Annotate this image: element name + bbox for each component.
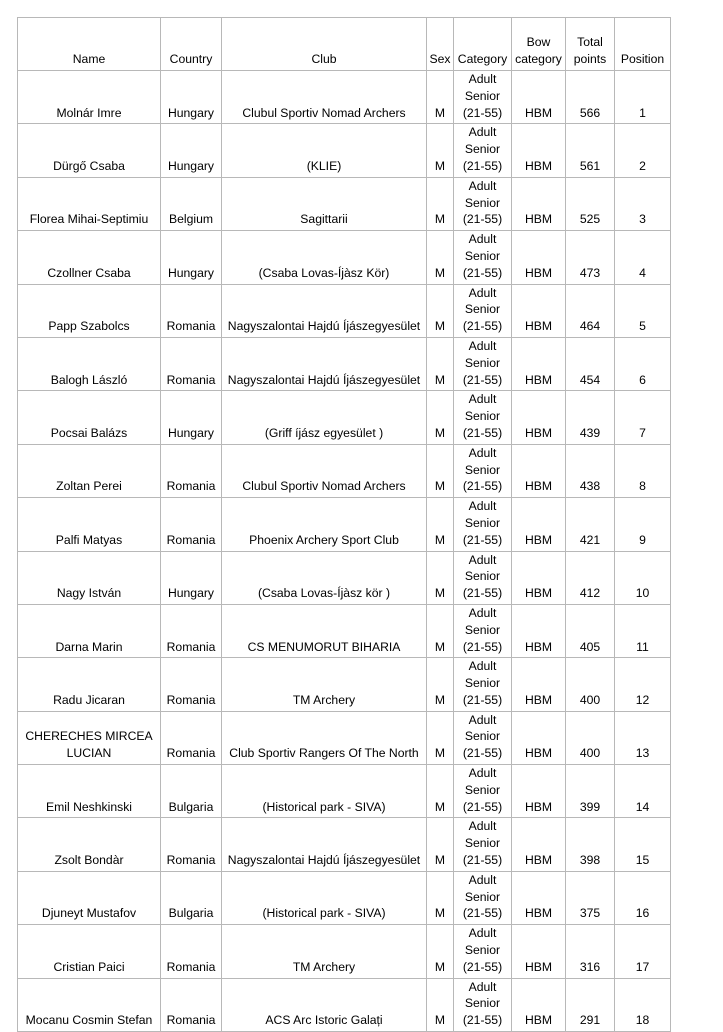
name-cell: Nagy István	[18, 551, 161, 604]
club-cell: (Csaba Lovas-Íjàsz Kör)	[222, 231, 427, 284]
sex-cell: M	[427, 818, 454, 871]
bow-category-cell: HBM	[512, 71, 566, 124]
country-cell: Romania	[161, 818, 222, 871]
header-name: Name	[18, 18, 161, 71]
country-cell: Romania	[161, 711, 222, 764]
total-points-cell: 561	[566, 124, 615, 177]
category-cell	[454, 925, 512, 978]
sex-cell: M	[427, 337, 454, 390]
club-cell: Sagittarii	[222, 177, 427, 230]
total-points-cell: 438	[566, 444, 615, 497]
category-line3: (21-55)	[462, 639, 503, 654]
country-cell: Hungary	[161, 551, 222, 604]
position-cell: 7	[615, 391, 671, 444]
bow-category-cell: HBM	[512, 604, 566, 657]
club-cell: Club Sportiv Rangers Of The North	[222, 711, 427, 764]
category-line1: Adult	[468, 232, 497, 247]
category-line1: Adult	[468, 712, 497, 727]
country-cell: Romania	[161, 978, 222, 1031]
position-cell: 11	[615, 604, 671, 657]
position-cell: 13	[615, 711, 671, 764]
total-points-cell: 454	[566, 337, 615, 390]
total-points-cell: 439	[566, 391, 615, 444]
total-points-cell: 399	[566, 765, 615, 818]
total-points-cell: 316	[566, 925, 615, 978]
name-cell: Mocanu Cosmin Stefan	[18, 978, 161, 1031]
category-line3: (21-55)	[462, 158, 503, 173]
table-row	[18, 391, 671, 444]
sex-cell: M	[427, 765, 454, 818]
bow-category-cell: HBM	[512, 337, 566, 390]
category-cell	[454, 818, 512, 871]
table-row	[18, 124, 671, 177]
position-cell: 3	[615, 177, 671, 230]
sex-cell: M	[427, 658, 454, 711]
category-cell	[454, 604, 512, 657]
club-cell: Clubul Sportiv Nomad Archers	[222, 444, 427, 497]
category-cell	[454, 177, 512, 230]
category-cell	[454, 765, 512, 818]
header-category: Category	[454, 18, 512, 71]
position-cell: 4	[615, 231, 671, 284]
category-cell	[454, 871, 512, 924]
table-row	[18, 604, 671, 657]
country-cell: Hungary	[161, 231, 222, 284]
name-cell: Florea Mihai-Septimiu	[18, 177, 161, 230]
header-bow-category	[512, 18, 566, 71]
category-line3: (21-55)	[462, 692, 503, 707]
country-cell: Romania	[161, 604, 222, 657]
category-line2: Senior	[464, 836, 501, 851]
category-cell	[454, 124, 512, 177]
category-line1: Adult	[468, 499, 497, 514]
category-line3: (21-55)	[462, 746, 503, 761]
category-line3: (21-55)	[462, 586, 503, 601]
name-cell: Czollner Csaba	[18, 231, 161, 284]
sex-cell: M	[427, 711, 454, 764]
category-cell	[454, 658, 512, 711]
position-cell: 2	[615, 124, 671, 177]
total-points-cell: 405	[566, 604, 615, 657]
bow-category-cell: HBM	[512, 978, 566, 1031]
table-body	[18, 71, 671, 1032]
sex-cell: M	[427, 124, 454, 177]
total-points-cell: 473	[566, 231, 615, 284]
category-line3: (21-55)	[462, 372, 503, 387]
category-line3: (21-55)	[462, 1013, 503, 1028]
bow-category-cell: HBM	[512, 498, 566, 551]
table-row	[18, 711, 671, 764]
category-line3: (21-55)	[462, 479, 503, 494]
country-cell: Bulgaria	[161, 871, 222, 924]
total-points-cell: 412	[566, 551, 615, 604]
sex-cell: M	[427, 444, 454, 497]
category-line2: Senior	[464, 676, 501, 691]
club-cell: (KLIE)	[222, 124, 427, 177]
club-cell: (Historical park - SIVA)	[222, 871, 427, 924]
category-line1: Adult	[468, 285, 497, 300]
position-cell: 10	[615, 551, 671, 604]
category-line2: Senior	[464, 142, 501, 157]
table-row	[18, 177, 671, 230]
category-line3: (21-55)	[462, 853, 503, 868]
bow-category-cell: HBM	[512, 871, 566, 924]
country-cell: Hungary	[161, 391, 222, 444]
club-cell: (Griff íjász egyesület )	[222, 391, 427, 444]
category-line3: (21-55)	[462, 532, 503, 547]
position-cell: 18	[615, 978, 671, 1031]
category-line2: Senior	[464, 729, 501, 744]
club-cell: Nagyszalontai Hajdú Íjászegyesület	[222, 818, 427, 871]
category-cell	[454, 444, 512, 497]
category-line2: Senior	[464, 889, 501, 904]
club-cell: Nagyszalontai Hajdú Íjászegyesület	[222, 337, 427, 390]
category-cell	[454, 337, 512, 390]
category-line2: Senior	[464, 195, 501, 210]
position-cell: 12	[615, 658, 671, 711]
bow-category-cell: HBM	[512, 124, 566, 177]
category-line3: (21-55)	[462, 959, 503, 974]
sex-cell: M	[427, 978, 454, 1031]
bow-category-cell: HBM	[512, 711, 566, 764]
category-line3: (21-55)	[462, 319, 503, 334]
club-cell: Clubul Sportiv Nomad Archers	[222, 71, 427, 124]
category-line2: Senior	[464, 248, 501, 263]
category-line2: Senior	[464, 782, 501, 797]
category-line2: Senior	[464, 88, 501, 103]
category-line3: (21-55)	[462, 212, 503, 227]
category-line1: Adult	[468, 872, 497, 887]
country-cell: Bulgaria	[161, 765, 222, 818]
header-bow-category-line2: category	[515, 52, 562, 67]
category-cell	[454, 551, 512, 604]
country-cell: Romania	[161, 337, 222, 390]
header-total-points	[566, 18, 615, 71]
category-cell	[454, 71, 512, 124]
name-cell: Darna Marin	[18, 604, 161, 657]
category-line3: (21-55)	[462, 105, 503, 120]
name-cell: Djuneyt Mustafov	[18, 871, 161, 924]
total-points-cell: 398	[566, 818, 615, 871]
name-cell: Pocsai Balázs	[18, 391, 161, 444]
category-line2: Senior	[464, 355, 501, 370]
category-cell	[454, 391, 512, 444]
name-cell: Cristian Paici	[18, 925, 161, 978]
sex-cell: M	[427, 284, 454, 337]
category-line3: (21-55)	[462, 265, 503, 280]
country-cell: Romania	[161, 284, 222, 337]
total-points-cell: 400	[566, 711, 615, 764]
header-bow-category-line1: Bow	[526, 35, 551, 50]
category-line2: Senior	[464, 943, 501, 958]
club-cell: CS MENUMORUT BIHARIA	[222, 604, 427, 657]
table-row	[18, 71, 671, 124]
category-line3: (21-55)	[462, 799, 503, 814]
bow-category-cell: HBM	[512, 177, 566, 230]
header-total-points-line2: points	[573, 52, 607, 67]
country-cell: Hungary	[161, 71, 222, 124]
position-cell: 8	[615, 444, 671, 497]
category-line1: Adult	[468, 338, 497, 353]
table-row	[18, 498, 671, 551]
category-cell	[454, 711, 512, 764]
category-line1: Adult	[468, 819, 497, 834]
name-cell: Emil Neshkinski	[18, 765, 161, 818]
name-line2: LUCIAN	[66, 746, 112, 761]
table-row	[18, 871, 671, 924]
name-cell: Zsolt Bondàr	[18, 818, 161, 871]
sex-cell: M	[427, 177, 454, 230]
category-line2: Senior	[464, 409, 501, 424]
sex-cell: M	[427, 604, 454, 657]
table-row	[18, 818, 671, 871]
header-club: Club	[222, 18, 427, 71]
header-row	[18, 18, 671, 71]
category-line1: Adult	[468, 605, 497, 620]
category-cell	[454, 284, 512, 337]
country-cell: Romania	[161, 925, 222, 978]
club-cell: ACS Arc Istoric Galați	[222, 978, 427, 1031]
header-sex: Sex	[427, 18, 454, 71]
name-cell: Papp Szabolcs	[18, 284, 161, 337]
sex-cell: M	[427, 551, 454, 604]
category-line1: Adult	[468, 178, 497, 193]
country-cell: Hungary	[161, 124, 222, 177]
position-cell: 9	[615, 498, 671, 551]
bow-category-cell: HBM	[512, 231, 566, 284]
results-table	[17, 17, 671, 1032]
category-line1: Adult	[468, 979, 497, 994]
bow-category-cell: HBM	[512, 551, 566, 604]
country-cell: Romania	[161, 444, 222, 497]
category-line3: (21-55)	[462, 906, 503, 921]
name-cell	[18, 711, 161, 764]
category-line1: Adult	[468, 392, 497, 407]
category-line1: Adult	[468, 766, 497, 781]
table-row	[18, 444, 671, 497]
table-row	[18, 337, 671, 390]
category-line2: Senior	[464, 515, 501, 530]
club-cell: TM Archery	[222, 925, 427, 978]
sex-cell: M	[427, 925, 454, 978]
club-cell: (Historical park - SIVA)	[222, 765, 427, 818]
header-position: Position	[615, 18, 671, 71]
table-row	[18, 765, 671, 818]
total-points-cell: 566	[566, 71, 615, 124]
country-cell: Belgium	[161, 177, 222, 230]
sex-cell: M	[427, 231, 454, 284]
position-cell: 1	[615, 71, 671, 124]
name-cell: Dürgő Csaba	[18, 124, 161, 177]
category-line2: Senior	[464, 996, 501, 1011]
category-line1: Adult	[468, 659, 497, 674]
total-points-cell: 400	[566, 658, 615, 711]
position-cell: 14	[615, 765, 671, 818]
sex-cell: M	[427, 391, 454, 444]
name-cell: Radu Jicaran	[18, 658, 161, 711]
club-cell: (Csaba Lovas-Íjàsz kör )	[222, 551, 427, 604]
table-header	[18, 18, 671, 71]
category-line1: Adult	[468, 926, 497, 941]
header-country: Country	[161, 18, 222, 71]
sex-cell: M	[427, 71, 454, 124]
name-cell: Palfi Matyas	[18, 498, 161, 551]
name-cell: Balogh László	[18, 337, 161, 390]
bow-category-cell: HBM	[512, 391, 566, 444]
name-cell: Zoltan Perei	[18, 444, 161, 497]
category-cell	[454, 231, 512, 284]
table-row	[18, 925, 671, 978]
total-points-cell: 291	[566, 978, 615, 1031]
category-line1: Adult	[468, 445, 497, 460]
category-line3: (21-55)	[462, 425, 503, 440]
total-points-cell: 464	[566, 284, 615, 337]
sex-cell: M	[427, 871, 454, 924]
category-line2: Senior	[464, 622, 501, 637]
table-row	[18, 231, 671, 284]
total-points-cell: 421	[566, 498, 615, 551]
header-total-points-line1: Total	[577, 35, 603, 50]
name-cell: Molnár Imre	[18, 71, 161, 124]
position-cell: 6	[615, 337, 671, 390]
total-points-cell: 525	[566, 177, 615, 230]
bow-category-cell: HBM	[512, 444, 566, 497]
bow-category-cell: HBM	[512, 765, 566, 818]
bow-category-cell: HBM	[512, 925, 566, 978]
table-row	[18, 284, 671, 337]
name-line1: CHERECHES MIRCEA	[25, 729, 153, 744]
category-cell	[454, 498, 512, 551]
sex-cell: M	[427, 498, 454, 551]
club-cell: Nagyszalontai Hajdú Íjászegyesület	[222, 284, 427, 337]
club-cell: Phoenix Archery Sport Club	[222, 498, 427, 551]
bow-category-cell: HBM	[512, 818, 566, 871]
position-cell: 15	[615, 818, 671, 871]
table-row	[18, 551, 671, 604]
country-cell: Romania	[161, 658, 222, 711]
category-line2: Senior	[464, 462, 501, 477]
category-line1: Adult	[468, 125, 497, 140]
table-row	[18, 658, 671, 711]
position-cell: 16	[615, 871, 671, 924]
position-cell: 17	[615, 925, 671, 978]
bow-category-cell: HBM	[512, 284, 566, 337]
category-line2: Senior	[464, 302, 501, 317]
category-line1: Adult	[468, 552, 497, 567]
club-cell: TM Archery	[222, 658, 427, 711]
category-line1: Adult	[468, 72, 497, 86]
total-points-cell: 375	[566, 871, 615, 924]
bow-category-cell: HBM	[512, 658, 566, 711]
category-line2: Senior	[464, 569, 501, 584]
position-cell: 5	[615, 284, 671, 337]
country-cell: Romania	[161, 498, 222, 551]
